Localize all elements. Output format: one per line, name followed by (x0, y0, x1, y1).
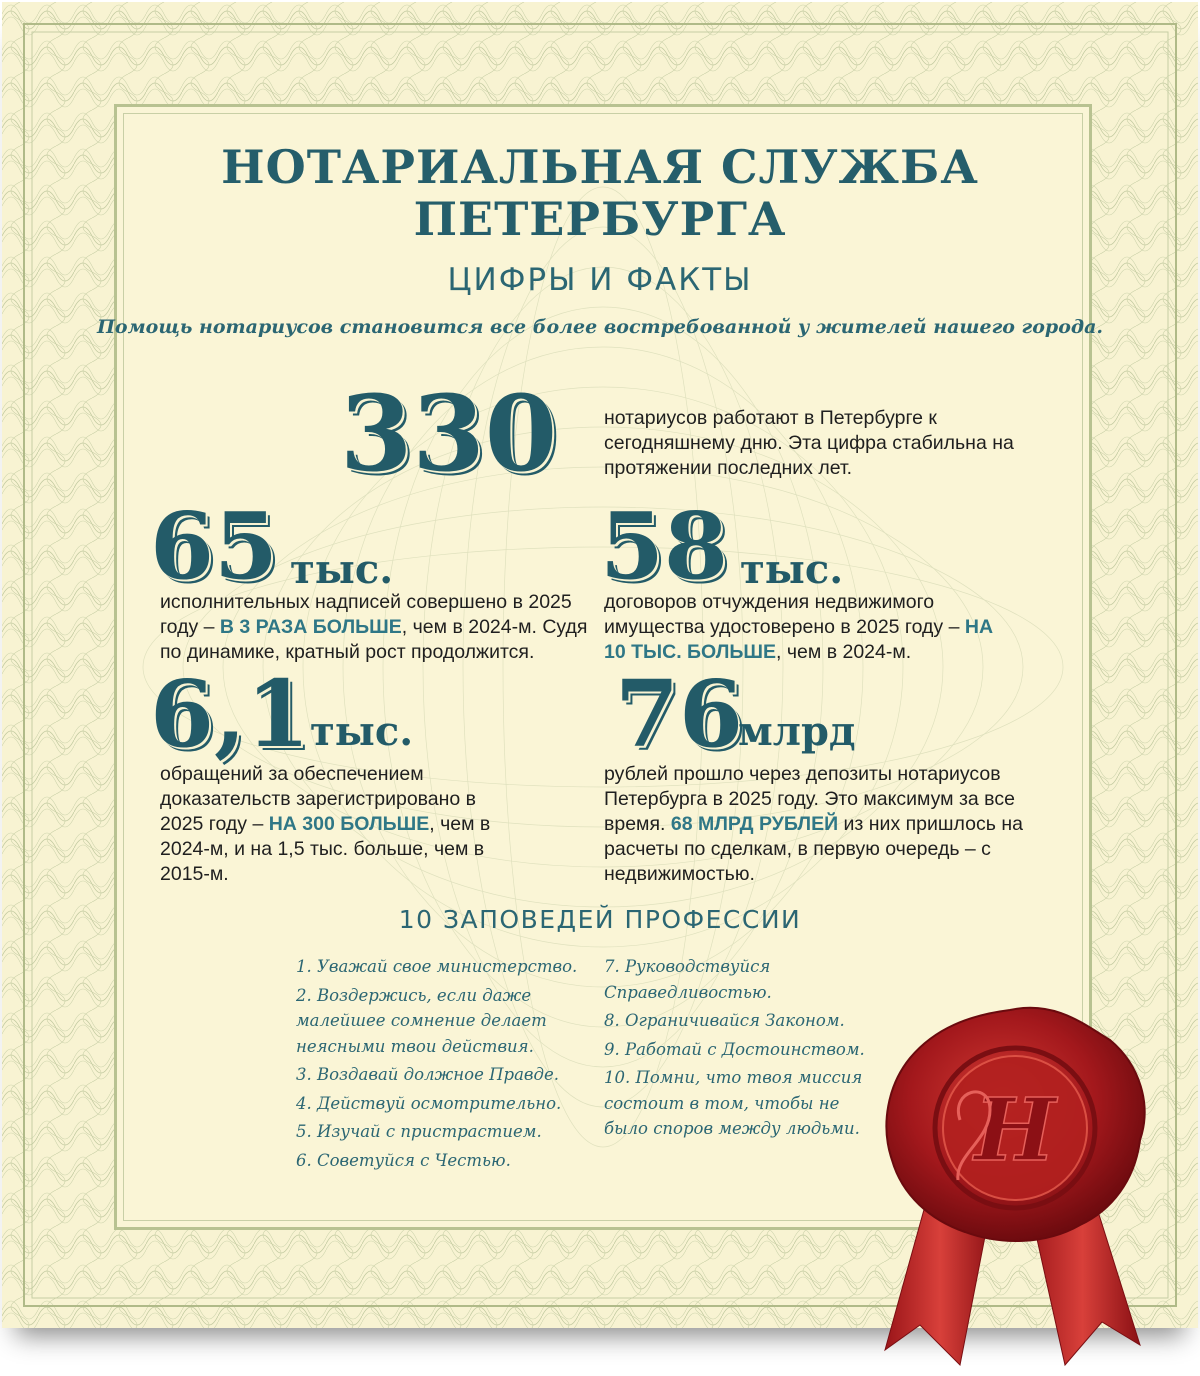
commandment-item: 8. Ограничивайся Законом. (604, 1011, 845, 1030)
commandment-item: 6. Советуйся с Честью. (296, 1150, 511, 1170)
commandment-item: 1. Уважай свое министерство. (296, 957, 578, 976)
deposits-unit: млрд (738, 708, 856, 755)
inscriptions-highlight: В 3 РАЗА БОЛЬШЕ (219, 616, 402, 638)
svg-text:Н: Н (974, 1080, 1056, 1181)
commandment-item: 2. Воздержись, если даже малейшее сомнение делает неясными твои действия. (296, 985, 547, 1056)
contracts-text: договоров отчуждения недвижимого имущества удостоверено в 2025 году – НА 10 ТЫС. БОЛЬШЕ, чем в 2024-м. (604, 591, 994, 663)
commandment-item: 3. Воздавай должное Правде. (296, 1065, 559, 1084)
notaries-text: нотариусов работают в Петербурге к сегодняшнему дню. Эта цифра стабильна на протяжении последних лет. (604, 407, 1014, 479)
contracts-number: 58 (600, 492, 729, 600)
deposits-highlight: 68 МЛРД РУБЛЕЙ (670, 813, 839, 835)
evidence-text: обращений за обеспечением доказательств зарегистрировано в 2025 году – НА 300 БОЛЬШЕ, чем в 2024-м, и на 1,5 тыс. больше, чем в 2015-м. (160, 763, 491, 885)
evidence-unit: тыс. (310, 708, 414, 755)
inscriptions-number: 65 (150, 492, 279, 600)
commandments-left-column (296, 954, 586, 1176)
commandment-item: 5. Изучай с пристрастием. (296, 1122, 542, 1141)
commandment-item: 7. Руководствуйся Справедливостью. (604, 957, 772, 1002)
commandments-title: 10 ЗАПОВЕДЕЙ ПРОФЕССИИ (398, 905, 802, 934)
commandments-right-column (604, 954, 874, 1145)
contracts-unit: тыс. (740, 546, 844, 593)
inscriptions-text: исполнительных надписей совершено в 2025 году – В 3 РАЗА БОЛЬШЕ, чем в 2024-м. Судя по динамике, кратный рост продолжится. (160, 591, 588, 663)
title-line-2: ПЕТЕРБУРГА (413, 192, 787, 246)
subtitle: ЦИФРЫ И ФАКТЫ (447, 262, 753, 298)
notaries-number: 330 (340, 372, 558, 495)
commandment-item: 4. Действуй осмотрительно. (296, 1093, 562, 1113)
contracts-highlight: НА 10 ТЫС. БОЛЬШЕ (604, 616, 994, 663)
inscriptions-unit: тыс. (290, 546, 394, 593)
deposits-number: 76 (615, 660, 744, 768)
commandment-item: 10. Помни, что твоя миссия состоит в том, чтобы не было споров между людьми. (604, 1068, 863, 1138)
deposits-text: рублей прошло через депозиты нотариусов Петербурга в 2025 году. Это максимум за все время. 68 МЛРД РУБЛЕЙ из них пришлось на расчеты по сделкам, в первую очередь – с недвижимостью. (604, 763, 1023, 885)
title-line-1: НОТАРИАЛЬНАЯ СЛУЖБА (221, 140, 979, 194)
evidence-highlight: НА 300 БОЛЬШЕ (268, 813, 430, 835)
wax-seal-icon (840, 970, 1180, 1370)
intro-text: Помощь нотариусов становится все более востребованной у жителей нашего города. (96, 316, 1104, 338)
commandment-item: 9. Работай с Достоинством. (604, 1039, 865, 1059)
evidence-number: 6,1 (150, 660, 311, 768)
